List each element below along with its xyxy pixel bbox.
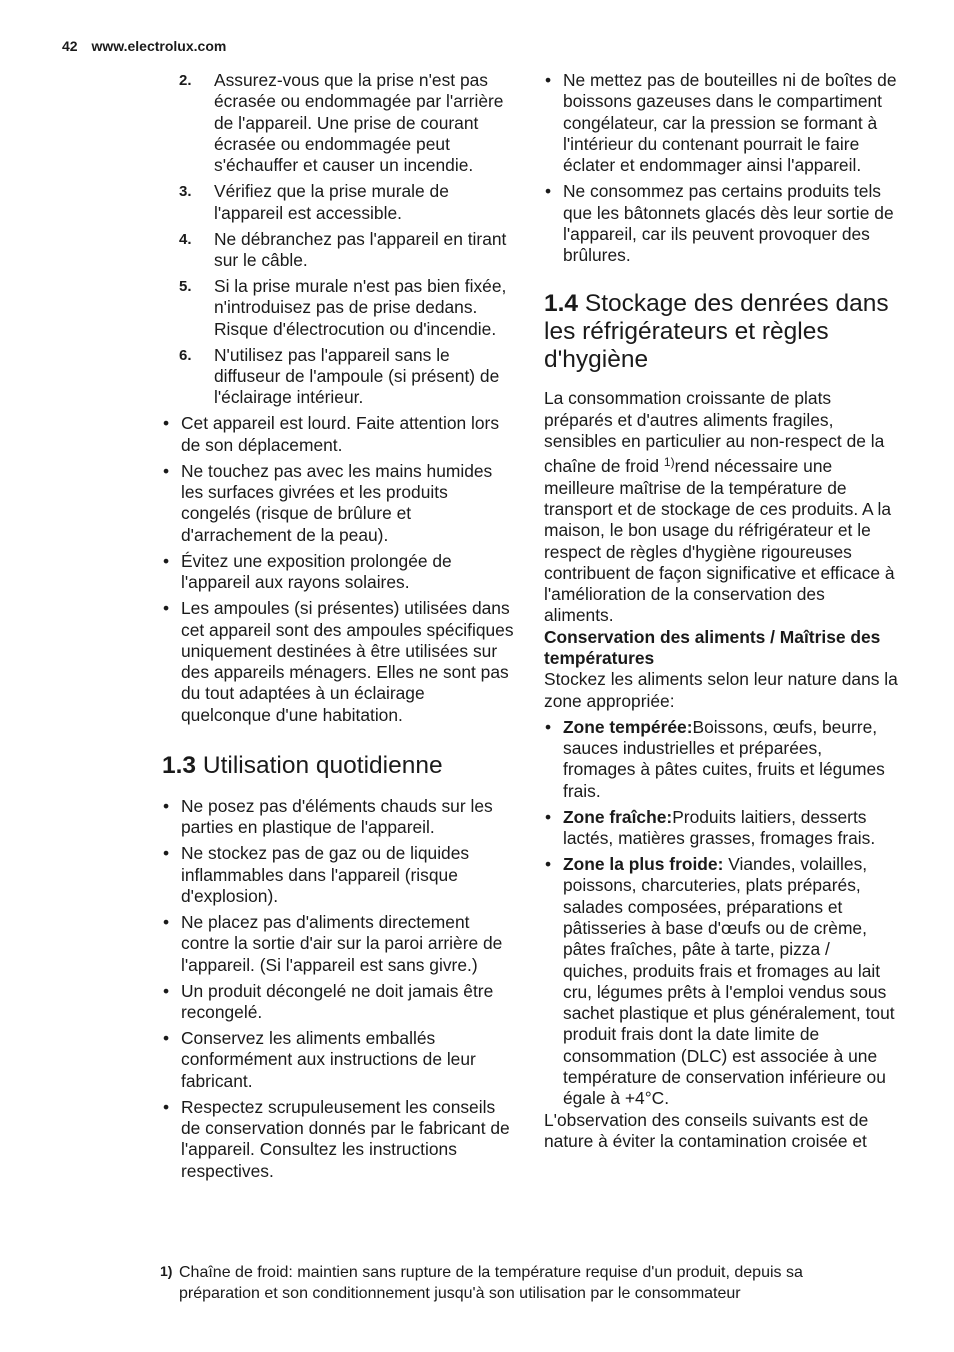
zone-label: Zone la plus froide: [563, 854, 724, 875]
section-number: 1.4 [544, 290, 579, 318]
bullet-item: • Les ampoules (si présentes) utilisées dans cet appareil sont des ampoules spécifiques uniquement destinées à être utilisées sur des appareils ménagers. Elles ne sont pas du tout adaptées à un éclairage quelconque d'une habitation. [162, 598, 518, 726]
list-item [162, 70, 518, 176]
bullet-item: • Ne touchez pas avec les mains humides les surfaces givrées et les produits congelés (risque de brûlure et d'arrachement de la peau). [162, 461, 518, 546]
section-title: Stockage des denrées dans les réfrigérateurs et règles d'hygiène [544, 290, 889, 374]
zone-item [544, 807, 898, 850]
zone-item [544, 854, 898, 1110]
bullet-item: • Ne stockez pas de gaz ou de liquides inflammables dans l'appareil (risque d'explosion). [162, 843, 518, 907]
list-item [162, 181, 518, 224]
intro-text: rend nécessaire une meilleure maîtrise de la température de transport et de stockage de ces produits. A la maison, le bon usage du réfrigérateur et le respect de règles d'hygiène rigoureuses contribuent de façon significative et efficace à l'amélioration de la conservation des aliments. [544, 456, 895, 626]
item-text: Assurez-vous que la prise n'est pas écrasée ou endommagée par l'arrière de l'appareil. Une prise de courant écrasée ou endommagée peut s'échauffer et causer un incendie. [214, 70, 504, 176]
zone-label: Zone tempérée: [563, 716, 693, 737]
bullet-item: • Conservez les aliments emballés conformément aux instructions de leur fabricant. [162, 1028, 518, 1092]
store-text: Stockez les aliments selon leur nature dans la zone appropriée: [544, 669, 898, 711]
bullet-item: • Ne consommez pas certains produits tels que les bâtonnets glacés dès leur sortie de l'appareil, car ils peuvent provoquer des brûlures. [544, 181, 898, 266]
bullet-list [162, 796, 518, 1182]
bullet-item: • Ne posez pas d'éléments chauds sur les parties en plastique de l'appareil. [162, 796, 518, 839]
item-text: N'utilisez pas l'appareil sans le diffuseur de l'ampoule (si présent) de l'éclairage intérieur. [214, 344, 500, 408]
right-column [544, 70, 898, 1152]
section-heading-1-4 [544, 290, 898, 374]
bullet-list [162, 413, 518, 726]
zone-text: Boissons, œufs, beurre, sauces industrielles et préparées, fromages à pâtes cuites, fruits et légumes frais. [563, 716, 885, 801]
list-item [162, 229, 518, 272]
footnote-number: 1) [160, 1263, 173, 1279]
section-heading-1-3 [162, 752, 518, 780]
zone-item [544, 717, 898, 802]
footnote-ref: 1) [663, 455, 675, 470]
zone-label: Zone fraîche: [563, 806, 673, 827]
item-number: 6. [179, 346, 192, 364]
site-url: www.electrolux.com [91, 38, 227, 54]
bullet-item: • Évitez une exposition prolongée de l'appareil aux rayons solaires. [162, 551, 518, 594]
bullet-item: • Ne placez pas d'aliments directement contre la sortie d'air sur la paroi arrière de l'appareil. (Si l'appareil est sans givre.) [162, 912, 518, 976]
zone-list [544, 717, 898, 1110]
bullet-item: • Un produit décongelé ne doit jamais être recongelé. [162, 981, 518, 1024]
numbered-list [162, 70, 518, 409]
intro-paragraph [544, 388, 898, 626]
item-text: Vérifiez que la prise murale de l'appareil est accessible. [214, 181, 449, 223]
zone-text: Produits laitiers, desserts lactés, matières grasses, fromages frais. [563, 806, 876, 848]
item-number: 2. [179, 72, 192, 89]
subheading: Conservation des aliments / Maîtrise des températures [544, 626, 881, 669]
page-header [62, 38, 226, 54]
section-number: 1.3 [162, 751, 197, 779]
item-text: Si la prise murale n'est pas bien fixée, n'introduisez pas de prise dedans. Risque d'électrocution ou d'incendie. [214, 276, 507, 339]
item-number: 5. [179, 278, 192, 296]
list-item [162, 276, 518, 340]
footnote-text: Chaîne de froid: maintien sans rupture de la température requise d'un produit, depuis sa préparation et son conditionnement jusqu'à son utilisation par le consommateur [179, 1264, 803, 1302]
list-item [162, 345, 518, 409]
zone-text: Viandes, volailles, poissons, charcuteries, plats préparés, salades composées, préparations et pâtisseries à base d'œufs ou de crème, pâtes fraîches, pâte à tarte, pizza / quiches, produits frais et fromages au lait cru, légumes prêts à l'emploi vendus sous sachet plastique et plus généralement, tout produit frais dont la date limite de consommation (DLC) est associée à une température de conservation inférieure ou égale à +4°C. [563, 854, 895, 1109]
closing-text: L'observation des conseils suivants est de nature à éviter la contamination croisée et [544, 1109, 869, 1151]
page-number: 42 [62, 38, 78, 54]
footnote [160, 1263, 880, 1304]
bullet-list [544, 70, 898, 266]
item-number: 4. [179, 230, 192, 248]
item-number: 3. [179, 183, 192, 201]
bullet-item: • Cet appareil est lourd. Faite attention lors de son déplacement. [162, 413, 518, 456]
section-title: Utilisation quotidienne [202, 751, 443, 779]
item-text: Ne débranchez pas l'appareil en tirant sur le câble. [214, 228, 507, 270]
bullet-item: • Respectez scrupuleusement les conseils de conservation donnés par le fabricant de l'appareil. Consultez les instructions respectives. [162, 1097, 518, 1182]
intro-text: La consommation croissante de plats préparés et d'autres aliments fragiles, sensibles en particulier au non-respect de la chaîne de froid [544, 388, 885, 477]
left-column [162, 70, 518, 1187]
bullet-item: • Ne mettez pas de bouteilles ni de boîtes de boissons gazeuses dans le compartiment congélateur, car la pression se formant à l'intérieur du contenant pourrait le faire éclater et endommager ainsi l'appareil. [544, 70, 898, 176]
